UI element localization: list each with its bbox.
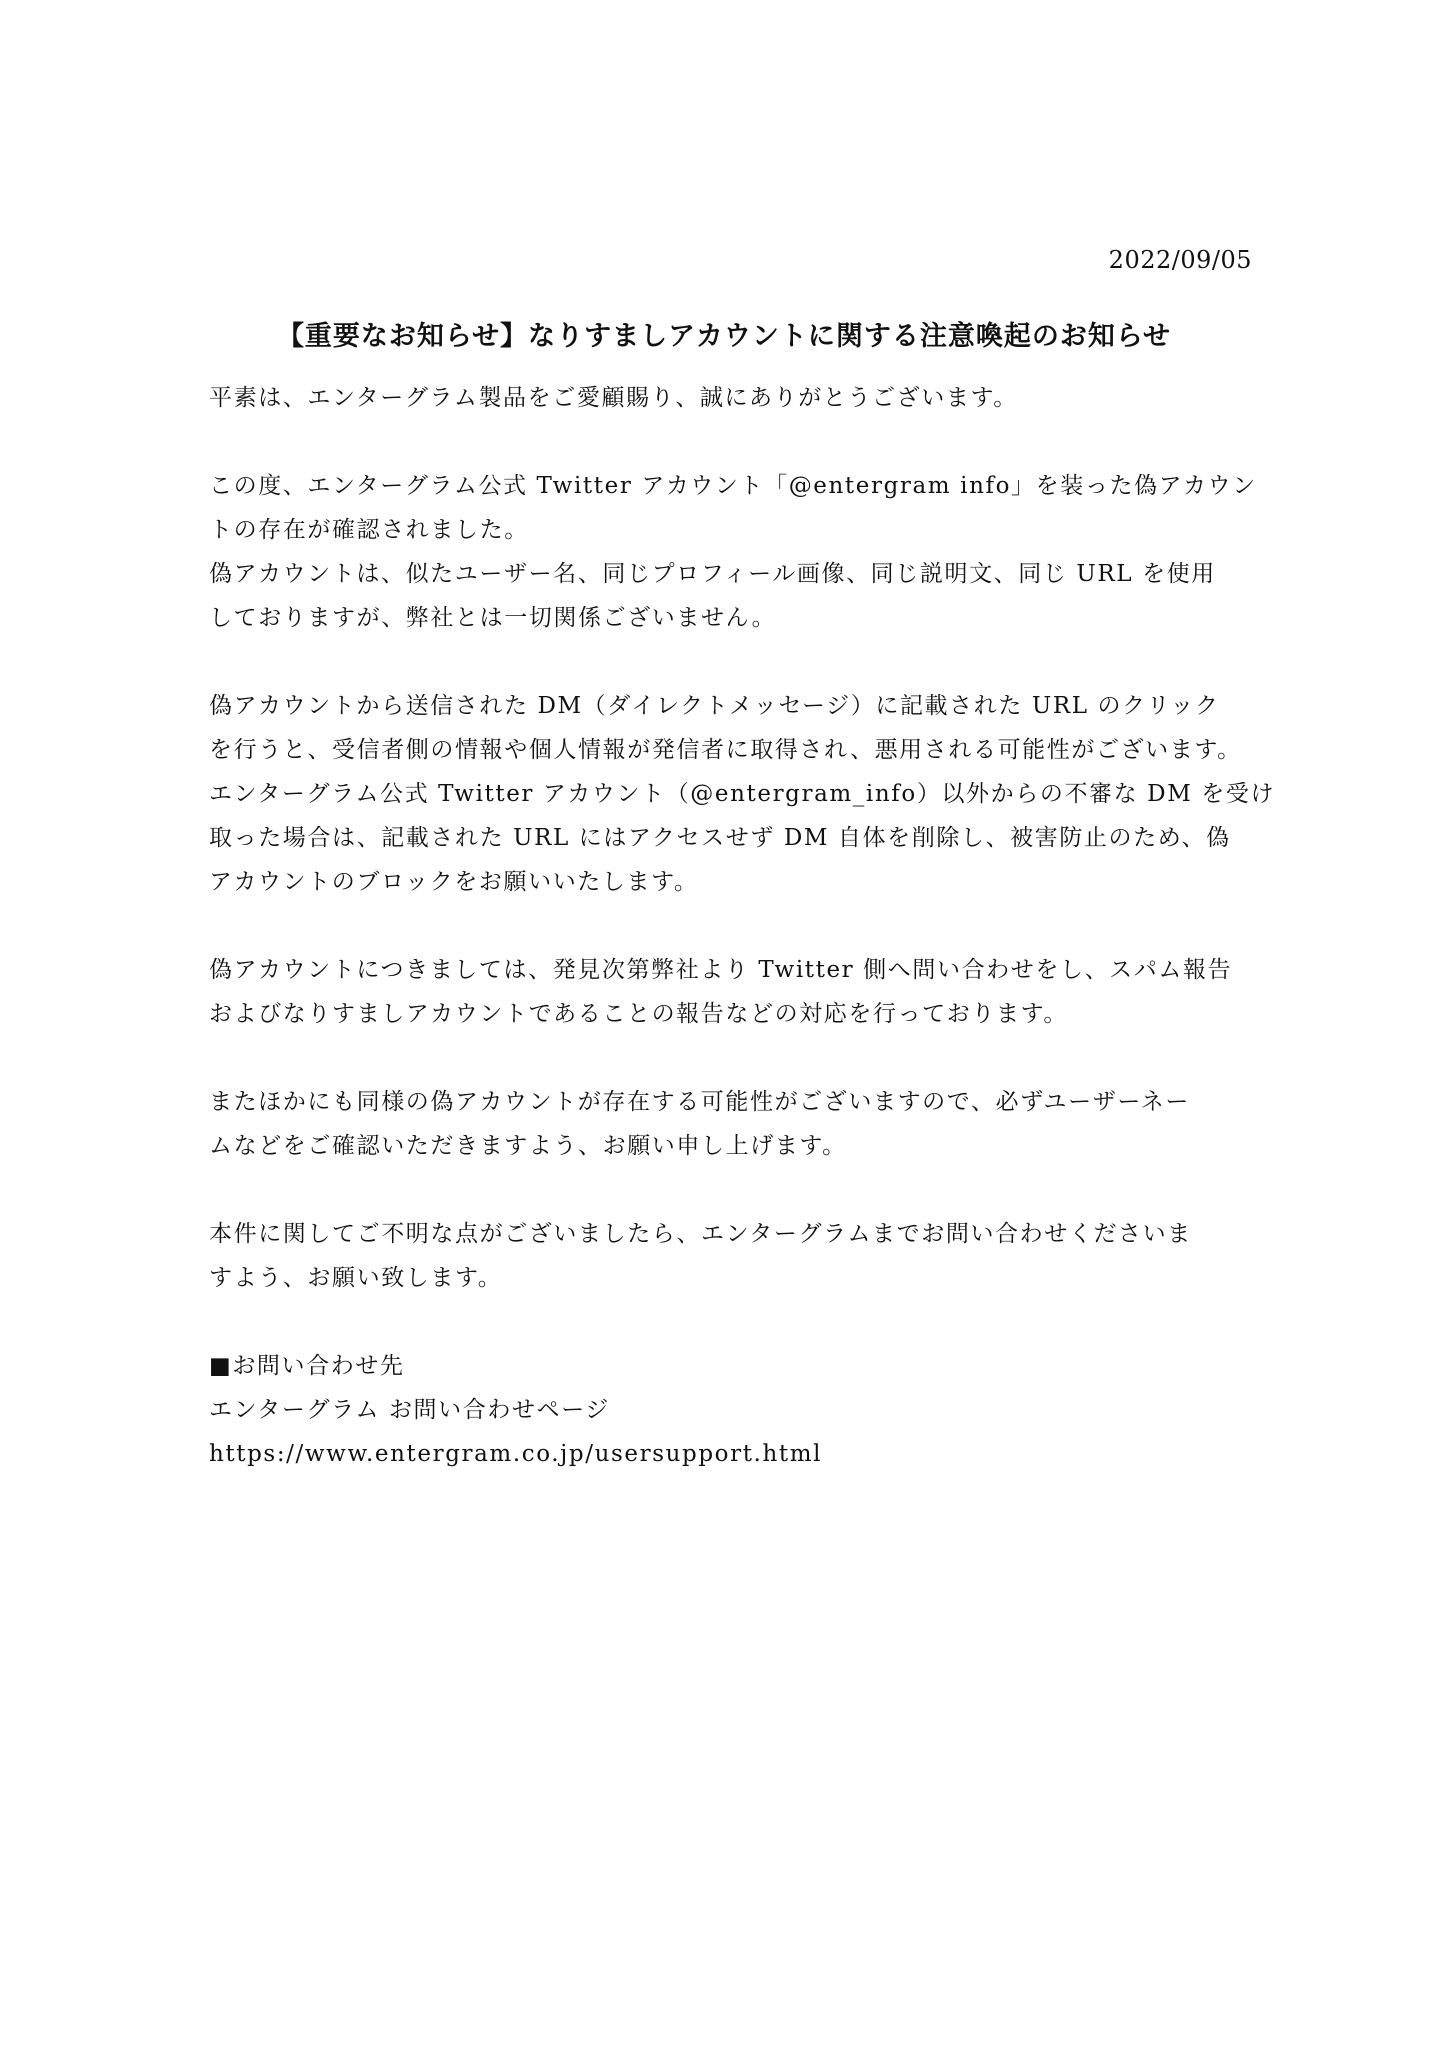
paragraph-line: 取った場合は、記載された URL にはアクセスせず DM 自体を削除し、被害防止のため、偽 [209, 825, 1231, 851]
paragraph-line: すよう、お願い致します。 [209, 1265, 503, 1291]
paragraph-inquiry [209, 1212, 1259, 1300]
contact-label: エンターグラム お問い合わせページ [209, 1397, 610, 1423]
paragraph-line: およびなりすましアカウントであることの報告などの対応を行っております。 [209, 1001, 1068, 1027]
paragraph-line: 偽アカウントにつきましては、発見次第弊社より Twitter 側へ問い合わせをし、スパム報告 [209, 957, 1233, 983]
paragraph-fake-account-notice [209, 464, 1259, 640]
paragraph-line: しておりますが、弊社とは一切関係ございません。 [209, 605, 777, 631]
paragraph-line: エンターグラム公式 Twitter アカウント（@entergram_info）以外からの不審な DM を受け [209, 781, 1276, 807]
paragraph-response [209, 948, 1259, 1036]
document-body [209, 376, 1276, 1476]
paragraph-dm-warning [209, 684, 1276, 904]
paragraph-line: 平素は、エンターグラム製品をご愛顧賜り、誠にありがとうございます。 [209, 385, 1018, 411]
contact-url-link[interactable]: https://www.entergram.co.jp/usersupport.html [209, 1441, 823, 1467]
contact-heading: ■お問い合わせ先 [209, 1353, 405, 1379]
paragraph-line: この度、エンターグラム公式 Twitter アカウント「@entergram info」を装った偽アカウン [209, 473, 1257, 499]
contact-section [209, 1344, 1259, 1476]
document-title: 【重要なお知らせ】なりすましアカウントに関する注意喚起のお知らせ [276, 321, 1172, 352]
paragraph-line: トの存在が確認されました。 [209, 517, 529, 543]
paragraph-line: 偽アカウントは、似たユーザー名、同じプロフィール画像、同じ説明文、同じ URL を使用 [209, 561, 1216, 587]
document-date: 2022/09/05 [1108, 246, 1252, 274]
paragraph-line: アカウントのブロックをお願いいたします。 [209, 869, 699, 895]
paragraph-line: またほかにも同様の偽アカウントが存在する可能性がございますので、必ずユーザーネー [209, 1089, 1191, 1115]
paragraph-greeting [209, 376, 1259, 420]
paragraph-line: を行うと、受信者側の情報や個人情報が発信者に取得され、悪用される可能性がございます。 [209, 737, 1242, 763]
paragraph-line: 本件に関してご不明な点がございましたら、エンターグラムまでお問い合わせくださいま [209, 1221, 1192, 1247]
paragraph-line: ムなどをご確認いただきますよう、お願い申し上げます。 [209, 1133, 847, 1159]
paragraph-line: 偽アカウントから送信された DM（ダイレクトメッセージ）に記載された URL のクリック [209, 693, 1220, 719]
paragraph-caution [209, 1080, 1259, 1168]
